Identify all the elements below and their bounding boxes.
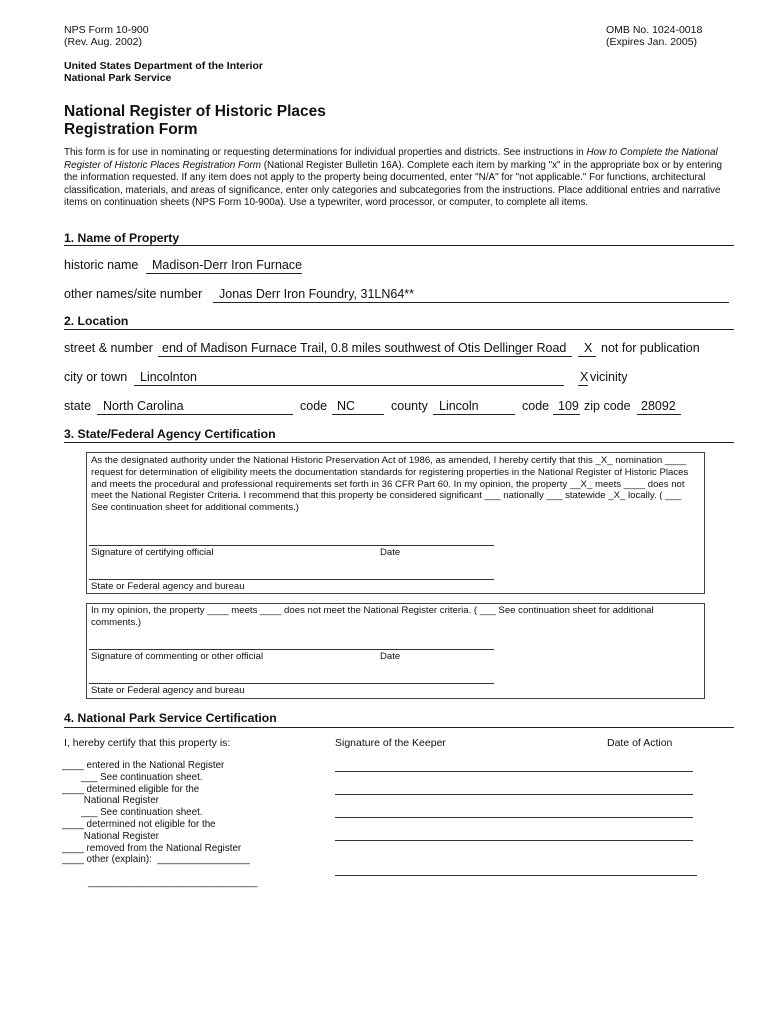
list-item[interactable]: ____ entered in the National Register — [62, 760, 225, 771]
county-code-label: code — [522, 399, 550, 413]
commenting-signature-line[interactable] — [89, 649, 494, 650]
list-item[interactable]: ___ See continuation sheet. — [62, 771, 203, 783]
county-code-value[interactable]: 109 — [553, 399, 580, 415]
certify-property-label: I, hereby certify that this property is: — [64, 737, 231, 749]
historic-name-label: historic name — [64, 258, 139, 272]
intro-bulletin-title: How to Complete the National Register of Historic Places Registration Form — [64, 147, 718, 171]
agency-label-1: State or Federal agency and bureau — [91, 581, 245, 592]
commenting-date-label: Date — [380, 651, 401, 662]
intro-paragraph — [64, 147, 734, 210]
vicinity-check[interactable]: X — [580, 370, 589, 384]
agency-line-1[interactable] — [89, 579, 494, 580]
historic-name-field[interactable] — [146, 258, 302, 274]
form-revision: (Rev. Aug. 2002) — [64, 36, 143, 48]
form-number: NPS Form 10-900 — [64, 24, 149, 36]
section-2-rule — [64, 329, 734, 330]
state-code-field[interactable] — [332, 399, 384, 415]
list-item[interactable]: ____ other (explain): _________________ — [62, 854, 250, 866]
vicinity-mark[interactable] — [578, 370, 588, 386]
historic-name-value[interactable]: Madison-Derr Iron Furnace — [146, 258, 302, 274]
state-code-value[interactable]: NC — [332, 399, 384, 415]
vicinity-label: vicinity — [590, 370, 628, 384]
list-item: National Register — [62, 830, 159, 842]
section-4-rule — [64, 727, 734, 728]
state-code-label: code — [300, 399, 328, 413]
certifying-signature-label: Signature of certifying official — [91, 547, 214, 558]
state-label: state — [64, 399, 92, 413]
keeper-signature-line-3[interactable] — [335, 817, 693, 818]
zip-value[interactable]: 28092 — [637, 399, 681, 415]
street-label: street & number — [64, 341, 153, 355]
list-item[interactable]: ____ determined not eligible for the — [62, 818, 216, 830]
street-value[interactable]: end of Madison Furnace Trail, 0.8 miles southwest of Otis Dellinger Road — [158, 341, 572, 357]
county-label: county — [391, 399, 428, 413]
zip-field[interactable] — [637, 399, 681, 415]
department-name: United States Department of the Interior — [64, 60, 263, 72]
city-value[interactable]: Lincolnton — [134, 370, 564, 386]
not-for-publication-label: not for publication — [601, 341, 700, 355]
state-value[interactable]: North Carolina — [97, 399, 293, 415]
section-1-heading: 1. Name of Property — [64, 231, 180, 245]
form-title: National Register of Historic Places — [64, 103, 326, 120]
county-value[interactable]: Lincoln — [433, 399, 515, 415]
list-item[interactable]: ____ removed from the National Register — [62, 842, 242, 854]
agency-label-2: State or Federal agency and bureau — [91, 685, 245, 696]
other-names-value[interactable]: Jonas Derr Iron Foundry, 31LN64** — [213, 287, 729, 303]
service-name: National Park Service — [64, 72, 172, 84]
section-4-heading: 4. National Park Service Certification — [64, 711, 277, 725]
keeper-signature-line-1[interactable] — [335, 771, 693, 772]
commenting-statement: In my opinion, the property ____ meets ____ does not meet the National Register criteria. ( ___ See continuation sheet for additional comments.) — [91, 605, 654, 628]
omb-number: OMB No. 1024-0018 — [606, 24, 703, 36]
keeper-signature-line-4[interactable] — [335, 840, 693, 841]
not-for-publication-check[interactable]: X — [578, 341, 596, 357]
zip-label: zip code — [584, 399, 631, 413]
list-item[interactable]: ____ determined eligible for the — [62, 783, 200, 795]
intro-text-1: This form is for use in nominating or requesting determinations for individual properties and districts. See instructions in — [64, 147, 587, 158]
certification-statement: As the designated authority under the National Historic Preservation Act of 1986, as amended, I hereby certify that this _X_ nomination ____ request for determination of eligibility meets the documentation standards for registering properties in the National Register of Historic Places and meets the procedural and professional requirements set forth in 36 CFR Part 60. In my opinion, the property __X_ meets ____ does not meet the National Register Criteria. I recommend that this property be considered significant ___ nationally ___ statewide _X_ locally. ( ___ See continuation sheet for additional comments.) — [91, 455, 689, 514]
county-field[interactable] — [433, 399, 515, 415]
list-item[interactable]: ___ See continuation sheet. — [62, 807, 203, 819]
section-3-rule — [64, 442, 734, 443]
agency-line-2[interactable] — [89, 683, 494, 684]
county-code-field[interactable] — [553, 399, 580, 415]
city-label: city or town — [64, 370, 128, 384]
list-item: National Register — [62, 795, 159, 807]
street-field[interactable] — [158, 341, 572, 357]
other-names-label: other names/site number — [64, 287, 203, 301]
state-field[interactable] — [97, 399, 293, 415]
form-subtitle: Registration Form — [64, 121, 198, 138]
certifying-signature-line[interactable] — [89, 545, 494, 546]
certifying-date-label: Date — [380, 547, 401, 558]
commenting-signature-label: Signature of commenting or other official — [91, 651, 264, 662]
other-names-field[interactable] — [213, 287, 729, 303]
not-for-publication-mark[interactable] — [578, 341, 596, 357]
section-2-heading: 2. Location — [64, 314, 129, 328]
section-1-rule — [64, 245, 734, 246]
keeper-signature-line-5[interactable] — [335, 875, 697, 876]
explain-extra-line[interactable]: _____________________________ — [88, 876, 258, 888]
intro-text-2: (National Register Bulletin 16A). Complete each item by marking "x" in the appropriate box or by entering the information requested. If any item does not apply to the property being documented, enter "N/A" for "not applicable." For functions, architectural classification, materials, and areas of significance, enter only categories and subcategories from the instructions. Place additional entries and narrative items on continuation sheets (NPS Form 10-900a). Use a typewriter, word processor, or computer, to complete all items. — [64, 159, 722, 209]
omb-expiration: (Expires Jan. 2005) — [606, 36, 698, 48]
keeper-signature-label: Signature of the Keeper — [335, 737, 446, 749]
keeper-options-list — [62, 760, 250, 866]
keeper-signature-line-2[interactable] — [335, 794, 693, 795]
date-of-action-label: Date of Action — [607, 737, 673, 749]
section-3-heading: 3. State/Federal Agency Certification — [64, 427, 276, 441]
city-field[interactable] — [134, 370, 564, 386]
